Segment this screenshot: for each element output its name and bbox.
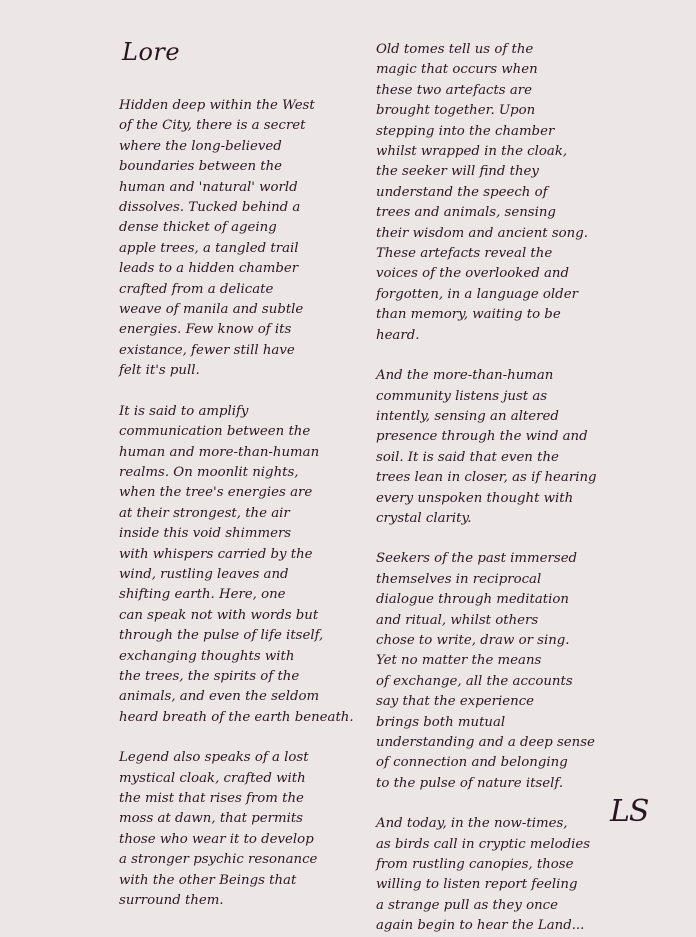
text-line: heard. (376, 327, 420, 343)
text-line: mystical cloak, crafted with (119, 770, 306, 786)
text-line: crystal clarity. (376, 510, 472, 526)
text-line: human and more-than-human (119, 444, 320, 460)
text-line: again begin to hear the Land... (376, 918, 585, 934)
text-line: animals, and even the seldom (119, 689, 320, 705)
text-line: boundaries between the (119, 159, 283, 175)
text-line: surround them. (119, 893, 224, 909)
text-line: And the more-than-human (376, 368, 554, 384)
text-line: trees and animals, sensing (376, 205, 556, 221)
text-line: of the City, there is a secret (119, 118, 306, 134)
text-line: soil. It is said that even the (376, 449, 559, 465)
paragraph (119, 96, 334, 382)
text-line: Legend also speaks of a lost (119, 750, 309, 766)
text-line: Old tomes tell us of the (376, 42, 534, 57)
text-line: heard breath of the earth beneath. (119, 709, 354, 725)
text-line: when the tree's energies are (119, 485, 313, 501)
text-line: magic that occurs when (376, 62, 538, 78)
paragraph (119, 748, 334, 911)
right-column (376, 40, 597, 937)
text-line: community listens just as (376, 388, 548, 404)
text-line: dialogue through meditation (376, 592, 569, 608)
text-line: inside this void shimmers (119, 526, 292, 542)
text-line: chose to write, draw or sing. (376, 632, 570, 648)
text-line: exchanging thoughts with (119, 648, 295, 664)
text-line: shifting earth. Here, one (119, 587, 286, 603)
paragraph (376, 40, 594, 346)
text-line: say that the experience (376, 694, 535, 710)
text-line: at their strongest, the air (119, 505, 290, 521)
text-line: presence through the wind and (376, 429, 588, 445)
text-line: leads to a hidden chamber (119, 261, 299, 277)
text-line: a stronger psychic resonance (119, 852, 318, 868)
text-line: understand the speech of (376, 184, 548, 200)
text-line: realms. On moonlit nights, (119, 464, 299, 480)
text-line: voices of the overlooked and (376, 266, 569, 282)
text-line: weave of manila and subtle (119, 302, 304, 318)
signature-initials: LS (610, 794, 649, 829)
paragraph (376, 814, 594, 936)
text-line: willing to listen report feeling (376, 877, 578, 893)
text-line: of connection and belonging (376, 755, 568, 771)
text-line: crafted from a delicate (119, 281, 274, 297)
text-line: It is said to amplify (119, 403, 249, 419)
text-line: through the pulse of life itself, (119, 628, 324, 644)
paragraph (119, 402, 354, 729)
text-line: with the other Beings that (119, 872, 297, 888)
text-line: apple trees, a tangled trail (119, 240, 299, 256)
text-line: can speak not with words but (119, 607, 319, 623)
text-line: energies. Few know of its (119, 322, 292, 338)
text-line: intently, sensing an altered (376, 408, 559, 424)
text-line: with whispers carried by the (119, 546, 313, 562)
paragraph (376, 549, 594, 794)
text-line: and ritual, whilst others (376, 612, 539, 628)
text-line: where the long-believed (119, 138, 282, 154)
text-line: these two artefacts are (376, 82, 532, 98)
text-line: of exchange, all the accounts (376, 673, 573, 689)
paragraph (376, 366, 597, 529)
text-line: human and 'natural' world (119, 179, 298, 195)
text-line: as birds call in cryptic melodies (376, 836, 591, 852)
text-line: themselves in reciprocal (376, 571, 542, 587)
text-line: their wisdom and ancient song. (376, 225, 588, 241)
text-line: communication between the (119, 424, 311, 440)
text-line: stepping into the chamber (376, 123, 555, 139)
text-line: These artefacts reveal the (376, 246, 553, 262)
page-title: Lore (122, 38, 181, 66)
text-line: dissolves. Tucked behind a (119, 200, 301, 216)
text-line: the trees, the spirits of the (119, 668, 300, 684)
text-line: those who wear it to develop (119, 831, 314, 847)
text-line: whilst wrapped in the cloak, (376, 144, 568, 160)
text-line: Yet no matter the means (376, 653, 542, 669)
text-line: trees lean in closer, as if hearing (376, 470, 597, 486)
text-line: Seekers of the past immersed (376, 551, 578, 567)
text-line: brought together. Upon (376, 103, 536, 119)
text-line: moss at dawn, that permits (119, 811, 303, 827)
text-line: from rustling canopies, those (376, 857, 574, 873)
text-line: a strange pull as they once (376, 897, 558, 913)
text-line: forgotten, in a language older (376, 286, 578, 302)
text-line: existance, fewer still have (119, 342, 295, 358)
text-line: to the pulse of nature itself. (376, 775, 564, 791)
text-line: every unspoken thought with (376, 490, 574, 506)
left-column (119, 96, 354, 911)
text-line: than memory, waiting to be (376, 307, 561, 323)
text-line: And today, in the now-times, (376, 816, 568, 832)
text-line: wind, rustling leaves and (119, 566, 289, 582)
text-line: dense thicket of ageing (119, 220, 277, 236)
text-line: the mist that rises from the (119, 791, 304, 806)
text-line: understanding and a deep sense (376, 735, 595, 750)
text-line: the seeker will find they (376, 164, 539, 180)
text-line: Hidden deep within the West (119, 98, 315, 113)
text-line: brings both mutual (376, 714, 506, 730)
text-line: felt it's pull. (119, 363, 200, 379)
